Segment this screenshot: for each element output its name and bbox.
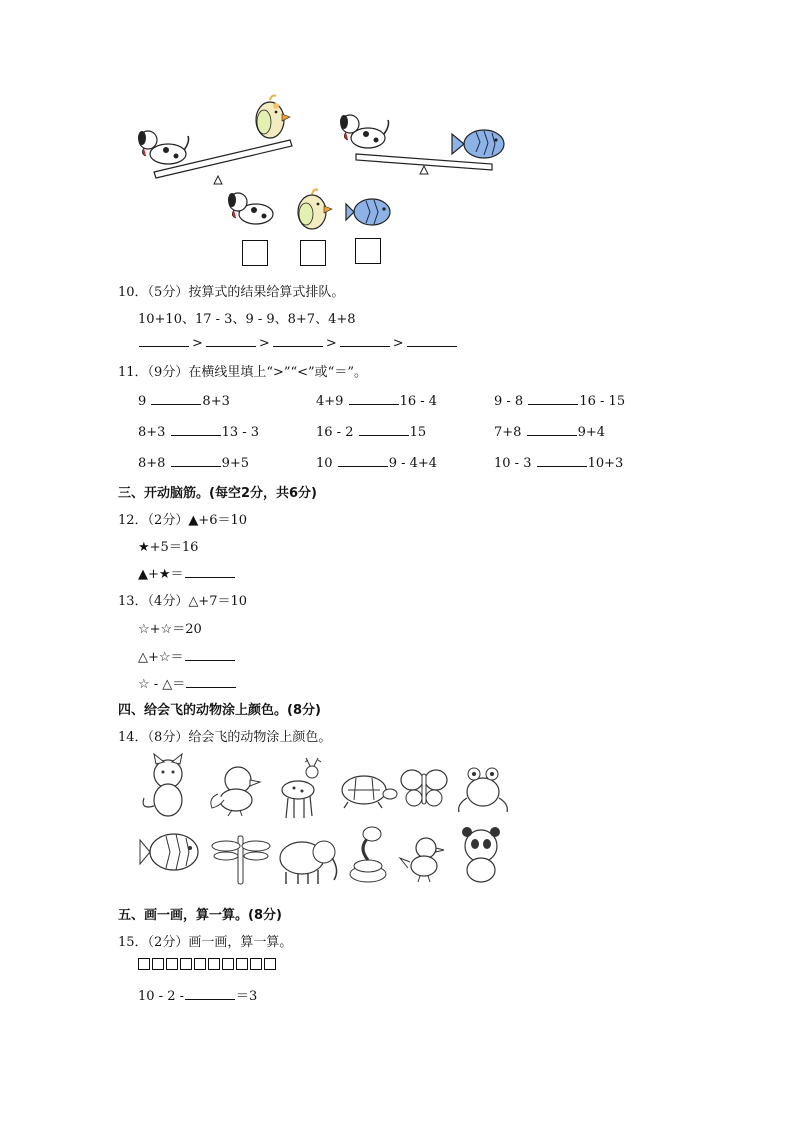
square-shape[interactable] [264,958,276,970]
fish-icon [346,196,392,228]
butterfly-icon[interactable] [400,766,448,810]
square-shape[interactable] [152,958,164,970]
dog-icon [138,131,189,164]
q10-blank-1[interactable] [139,334,189,347]
q13-line-3: △+☆＝ [138,646,236,665]
square-shape[interactable] [194,958,206,970]
square-shape[interactable] [208,958,220,970]
section-4-heading: 四、给会飞的动物涂上颜色。(8分) [118,703,321,718]
bird-icon[interactable] [208,764,264,816]
square-shape[interactable] [222,958,234,970]
section-3-heading: 三、开动脑筋。(每空2分，共6分) [118,486,317,501]
q11-blank[interactable] [359,423,409,436]
q13-blank-1[interactable] [185,648,235,661]
q11-blank[interactable] [171,423,221,436]
fish-outline-icon[interactable] [140,828,206,876]
dog-icon [340,115,389,148]
q11-prompt: 11．（9分）在横线里填上“>”“<”或“＝”。 [118,365,367,380]
square-shape[interactable] [236,958,248,970]
turtle-icon[interactable] [334,770,398,812]
seesaw-dog-fish [336,108,506,183]
parrot-icon [290,184,336,232]
q12-line-1: 12．（2分）▲+6＝10 [118,513,248,528]
q11-blank[interactable] [528,392,578,405]
fish-icon [452,130,504,158]
square-shape[interactable] [250,958,262,970]
q11-blank[interactable] [151,392,201,405]
answer-box-dog[interactable] [242,240,268,266]
answer-box-parrot[interactable] [300,240,326,266]
panda-icon[interactable] [454,826,508,884]
dog-icon [224,190,276,230]
q10-blank-4[interactable] [340,334,390,347]
cat-icon[interactable] [140,756,200,820]
q13-line-4: ☆ - △＝ [138,673,237,692]
square-shape[interactable] [138,958,150,970]
q11-blank[interactable] [171,454,221,467]
q13-blank-2[interactable] [186,675,236,688]
seesaw-dog-bird [130,92,300,182]
q12-line-2: ★+5＝16 [138,540,199,555]
square-shape[interactable] [166,958,178,970]
q15-prompt: 15．（2分）画一画，算一算。 [118,935,293,950]
answer-box-fish[interactable] [355,238,381,264]
q11-item: 4+9 16 - 4 [316,394,438,409]
q15-equation: 10 - 2 - ＝3 [138,989,258,1004]
q12-line-3: ▲+★＝ [138,563,236,582]
dragonfly-icon[interactable] [210,832,270,888]
elephant-icon[interactable] [272,834,340,886]
q11-item: 9 - 8 16 - 15 [494,394,626,409]
deer-icon[interactable] [272,758,324,820]
q11-item: 10 - 3 10+3 [494,456,624,471]
parrot-icon [256,96,290,139]
section-5-heading: 五、画一画，算一算。(8分) [118,908,282,923]
snake-icon[interactable] [346,824,390,884]
chick-icon[interactable] [398,834,448,884]
frog-icon[interactable] [456,764,510,814]
q10-blank-3[interactable] [273,334,323,347]
q11-blank[interactable] [527,423,577,436]
q13-line-2: ☆+☆＝20 [138,622,202,637]
q13-line-1: 13．（4分）△+7＝10 [118,594,248,609]
q10-expressions: 10+10、17 - 3、9 - 9、8+7、4+8 [138,312,356,327]
q11-item: 8+8 9+5 [138,456,250,471]
q15-squares [138,958,278,973]
q11-item: 16 - 2 15 [316,425,427,440]
q15-blank[interactable] [185,987,235,1000]
q10-blank-5[interactable] [407,334,457,347]
q11-item: 7+8 9+4 [494,425,606,440]
q11-blank[interactable] [537,454,587,467]
q11-item: 10 9 - 4+4 [316,456,438,471]
square-shape[interactable] [180,958,192,970]
q12-blank[interactable] [185,565,235,578]
q10-prompt: 10．（5分）按算式的结果给算式排队。 [118,285,345,300]
q10-blank-2[interactable] [206,334,256,347]
q11-blank[interactable] [338,454,388,467]
q11-item: 8+3 13 - 3 [138,425,260,440]
q11-item: 9 8+3 [138,394,230,409]
q14-prompt: 14．（8分）给会飞的动物涂上颜色。 [118,730,332,745]
q11-blank[interactable] [349,392,399,405]
q10-order-line: > > > > [138,334,458,351]
